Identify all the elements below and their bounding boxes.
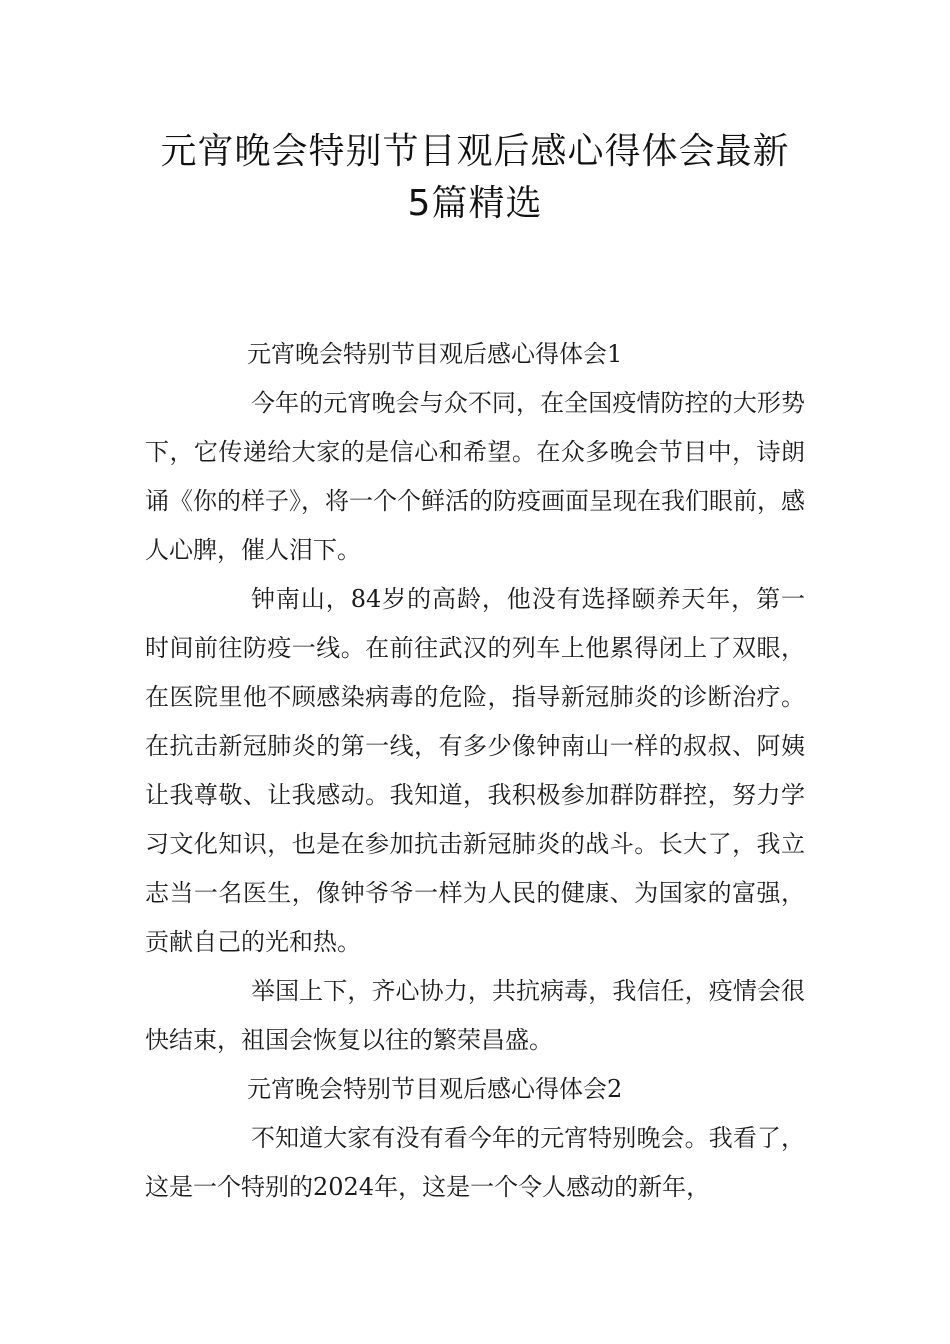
paragraph: 钟南山，84岁的高龄，他没有选择颐养天年，第一时间前往防疫一线。在前往武汉的列车上他累得闭上了双眼，在医院里他不顾感染病毒的危险，指导新冠肺炎的诊断治疗。在抗击新冠肺炎的第一线，有多少像钟南山一样的叔叔、阿姨让我尊敬、让我感动。我知道，我积极参加群防群控，努力学习文化知识，也是在参加抗击新冠肺炎的战斗。长大了，我立志当一名医生，像钟爷爷一样为人民的健康、为国家的富强，贡献自己的光和热。 — [145, 585, 805, 956]
document-body — [145, 330, 805, 1212]
document-title — [140, 126, 810, 230]
section-heading-1: 元宵晚会特别节目观后感心得体会1 — [247, 340, 623, 368]
title-line-1: 元宵晚会特别节目观后感心得体会最新 — [160, 131, 790, 172]
paragraph: 举国上下，齐心协力，共抗病毒，我信任，疫情会很快结束，祖国会恢复以往的繁荣昌盛。 — [145, 977, 805, 1054]
paragraph: 不知道大家有没有看今年的元宵特别晚会。我看了，这是一个特别的2024年，这是一个令人感动的新年， — [145, 1124, 805, 1201]
section-heading-2: 元宵晚会特别节目观后感心得体会2 — [247, 1075, 623, 1103]
paragraph: 今年的元宵晚会与众不同，在全国疫情防控的大形势下，它传递给大家的是信心和希望。在众多晚会节目中，诗朗诵《你的样子》，将一个个鲜活的防疫画面呈现在我们眼前，感人心脾，催人泪下。 — [145, 389, 805, 564]
title-line-2: 5篇精选 — [407, 183, 543, 224]
